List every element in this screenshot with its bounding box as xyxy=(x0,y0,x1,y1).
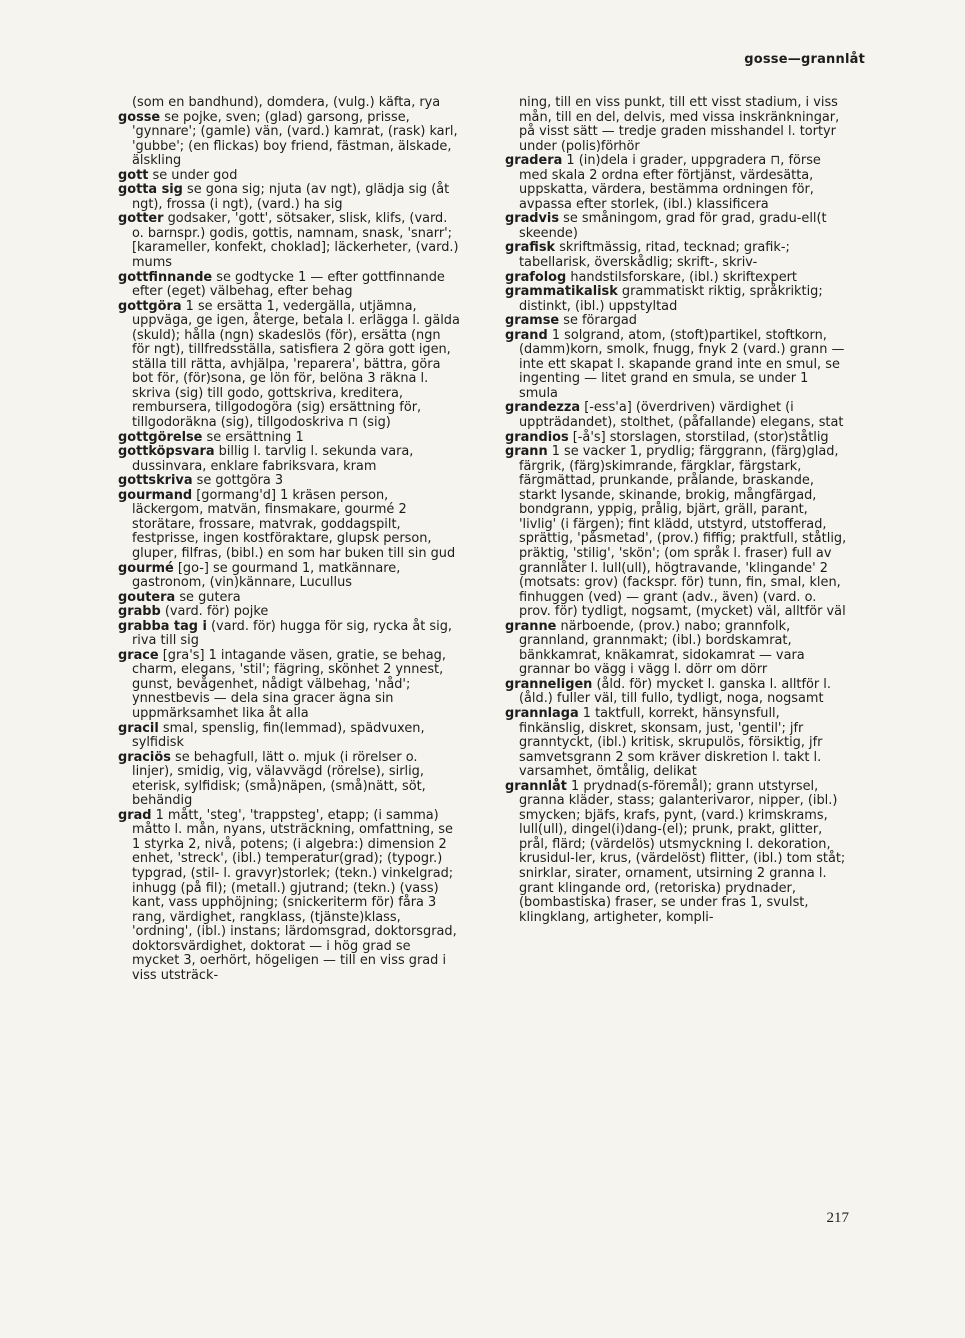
headword: granne xyxy=(505,618,557,634)
dictionary-entry xyxy=(118,474,460,489)
dictionary-entry xyxy=(505,314,847,329)
dictionary-entry xyxy=(505,678,847,707)
headword: grace xyxy=(118,647,159,663)
dictionary-entry xyxy=(118,300,460,431)
headword: goutera xyxy=(118,589,176,605)
headword: grann xyxy=(505,444,548,460)
dictionary-entry xyxy=(118,620,460,649)
dictionary-entry xyxy=(118,809,460,984)
dictionary-entry xyxy=(118,96,460,111)
headword: grannlaga xyxy=(505,705,579,721)
entry-text: handstilsforskare, (ibl.) skriftexpert xyxy=(570,269,797,285)
entry-text: se under god xyxy=(152,167,238,183)
headword: grannlåt xyxy=(505,778,567,794)
headword: gottskriva xyxy=(118,473,193,489)
entry-text: 1 se vacker 1, prydlig; färggrann, (färg)glad, färgrik, (färg)skimrande, färgklar, färgstark, färgmättad, prunkande, prålande, braskande, starkt lysande, skinande, brokig, mångfärgad, bondgrann, yppig, prålig, bjärt, gräll, parant, 'livlig' (i färgen); fint klädd, utstyrd, utstofferad, sprättig, 'påsmetad', (prov.) fiffig; praktfull, ståtlig, präktig, 'stilig', 'skön'; (om språk l. fraser) full av grannlåter l. lull(ull), högtravande, 'klingande' 2 (motsats: grov) (fackspr. för) tunn, fin, smal, klen, finhuggen (ved) — grant (adv., även) (vard. o. prov. för) tydligt, nogsamt, (mycket) väl, alltför väl xyxy=(519,444,847,620)
headword: gott xyxy=(118,167,149,183)
headword: grandios xyxy=(505,429,569,445)
dictionary-entry xyxy=(505,271,847,286)
entry-text: ning, till en viss punkt, till ett visst stadium, i viss mån, till en del, delvis, med vissa inskränkningar, på visst sätt — tredje graden misshandel l. tortyr under (polis)förhör xyxy=(519,95,840,154)
entry-text: [-å's] storslagen, storstilad, (stor)ståtlig xyxy=(572,429,829,445)
entry-text: smal, spenslig, fin(lemmad), spädvuxen, sylfidisk xyxy=(132,720,425,751)
page-number: 217 xyxy=(826,1210,849,1226)
entry-text: [gra's] 1 intagande väsen, gratie, se behag, charm, elegans, 'stil'; fägring, skönhet 2 ynnest, gunst, bevågenhet, nådigt välbehag, 'nåd'; ynnestbevis — dela sina gracer ägna sin uppmärksamhet lika åt alla xyxy=(132,647,446,721)
headword: graciös xyxy=(118,749,171,765)
dictionary-entry xyxy=(118,649,460,722)
headword: gotter xyxy=(118,211,164,227)
dictionary-entry xyxy=(118,271,460,300)
right-column xyxy=(505,96,847,925)
dictionary-entry xyxy=(118,212,460,270)
dictionary-entry xyxy=(118,562,460,591)
entry-text: (vard. för) pojke xyxy=(164,604,269,620)
dictionary-entry xyxy=(505,329,847,402)
entry-text: se gottgöra 3 xyxy=(196,473,284,489)
dictionary-entry xyxy=(118,591,460,606)
headword: grafisk xyxy=(505,240,556,256)
headword: grammatikalisk xyxy=(505,284,618,300)
headword: gotta sig xyxy=(118,182,183,198)
dictionary-entry xyxy=(118,605,460,620)
entry-text: se ersättning 1 xyxy=(206,429,304,445)
headword: grandezza xyxy=(505,400,581,416)
entry-text: (åld. för) mycket l. ganska l. alltför l. (åld.) fuller väl, till fullo, tydligt, noga, nogsamt xyxy=(519,676,831,707)
headword: gottfinnande xyxy=(118,269,213,285)
entry-text: närboende, (prov.) nabo; grannfolk, grannland, grannmakt; (ibl.) bordskamrat, bänkkamrat, knäkamrat, sidokamrat — vara grannar bo vägg i vägg l. dörr om dörr xyxy=(519,618,805,678)
dictionary-entry xyxy=(505,154,847,212)
headword: grad xyxy=(118,807,152,823)
dictionary-entry xyxy=(505,780,847,925)
entry-text: se förargad xyxy=(563,313,637,329)
entry-text: [-ess'a] (överdriven) värdighet (i uppträdandet), stolthet, (påfallande) elegans, stat xyxy=(519,400,844,431)
dictionary-entry xyxy=(505,431,847,446)
dictionary-entry xyxy=(118,183,460,212)
dictionary-entry xyxy=(118,169,460,184)
dictionary-entry xyxy=(118,445,460,474)
entry-text: se behagfull, lätt o. mjuk (i rörelser o. linjer), smidig, vig, välavvägd (rörelse), sirlig, eterisk, sylfidisk; (små)näpen, (små)nätt, söt, behändig xyxy=(132,749,426,809)
headword: gosse xyxy=(118,109,161,125)
entry-text: grammatiskt riktig, språkriktig; distinkt, (ibl.) uppstyltad xyxy=(519,284,823,314)
headword: grand xyxy=(505,327,548,343)
entry-text: se gutera xyxy=(179,589,241,605)
entry-text: godsaker, 'gott', sötsaker, slisk, klifs, (vard. o. barnspr.) godis, gottis, namnam, snask, 'snarr'; [karameller, konfekt, choklad]; läckerheter, (vard.) mums xyxy=(132,211,459,271)
dictionary-entry xyxy=(505,212,847,241)
dictionary-entry xyxy=(505,707,847,780)
headword: gourmé xyxy=(118,560,174,576)
entry-text: (vard. för) hugga för sig, rycka åt sig, riva till sig xyxy=(132,618,452,649)
dictionary-entry xyxy=(118,111,460,169)
headword: gottköpsvara xyxy=(118,444,215,460)
dictionary-entry xyxy=(505,620,847,678)
entry-text: billig l. tarvlig l. sekunda vara, dussinvara, enklare fabriksvara, kram xyxy=(132,444,414,474)
entry-text: se godtycke 1 — efter gottfinnande efter (eget) välbehag, efter behag xyxy=(132,269,445,300)
entry-text: se pojke, sven; (glad) garsong, prisse, 'gynnare'; (gamle) vän, (vard.) kamrat, (rask) karl, 'gubbe'; (en flickas) boy friend, fästman, älskade, älskling xyxy=(132,109,458,169)
entry-text: 1 se ersätta 1, vedergälla, utjämna, uppväga, ge igen, återge, betala l. erlägga l. gälda (skuld); hålla (ngn) skadeslös (för), ersätta (ngn för ngt), tillfredsställa, satisfiera 2 göra gott igen, ställa till rätta, avhjälpa, 'reparera', bättra, göra bot för, (för)sona, ge lön för, belöna 3 räkna l. skriva (sig) till godo, gottskriva, kreditera, rembursera, tillgodogöra (sig) ersättning för, tillgodoräkna (sig), tillgodoskriva ⊓ (sig) xyxy=(132,298,460,431)
dictionary-entry xyxy=(118,431,460,446)
entry-text: 1 solgrand, atom, (stoft)partikel, stoftkorn, (damm)korn, smolk, fnugg, fnyk 2 (vard.) grann — inte ett skapat l. skapande grand inte en smul, se ingenting — litet grand en smula, se under 1 smula xyxy=(519,327,845,401)
headword: gradvis xyxy=(505,211,560,227)
dictionary-entry xyxy=(505,285,847,314)
dictionary-entry xyxy=(505,241,847,270)
headword: grabba tag i xyxy=(118,618,207,634)
dictionary-entry xyxy=(118,489,460,562)
running-head: gosse—grannlåt xyxy=(744,52,865,67)
headword: gracil xyxy=(118,720,159,736)
headword: gramse xyxy=(505,313,560,329)
entry-text: 1 prydnad(s-föremål); grann utstyrsel, granna kläder, stass; galanterivaror, nipper, (ibl.) smycken; bjäfs, krafs, pynt, (vard.) krimskrams, lull(ull), dingel(i)dang-(el); prunk, prakt, glitter, prål, flärd; (värdelös) utsmyckning l. dekoration, krusidul-ler, krus, (värdelöst) flitter, (ibl.) tom ståt; snirklar, sirater, ornament, utsirning 2 granna l. grant klingande ord, (retoriska) prydnader, (bombastiska) fraser, se under fras 1, svulst, klingklang, artigheter, kompli- xyxy=(519,778,846,925)
entry-text: se gona sig; njuta (av ngt), glädja sig (åt ngt), frossa (i ngt), (vard.) ha sig xyxy=(132,182,450,212)
dictionary-entry xyxy=(505,445,847,620)
headword: gradera xyxy=(505,153,563,169)
entry-text: [go-] se gourmand 1, matkännare, gastronom, (vin)kännare, Lucullus xyxy=(132,560,401,591)
headword: grabb xyxy=(118,604,161,620)
entry-text: skriftmässig, ritad, tecknad; grafik-; tabellarisk, överskådlig; skrift-, skriv- xyxy=(519,240,790,271)
entry-text: 1 mått, 'steg', 'trappsteg', etapp; (i samma) måtto l. mån, nyans, utsträckning, omfattning, se 1 styrka 2, nivå, potens; (i algebra:) dimension 2 enhet, 'streck', (ibl.) temperatur(grad); (typogr.) typgrad, (stil- l. gravyr)storlek; (tekn.) vinkelgrad; inhugg (på fil); (metall.) gjutrand; (tekn.) (vass) kant, vass upphöjning; (snickeriterm för) fåra 3 rang, värdighet, rangklass, (tjänste)klass, 'ordning', (ibl.) instans; lärdomsgrad, doktorsgrad, doktorsvärdighet, doktorat — i hög grad se mycket 3, oerhört, högeligen — till en viss grad i viss utsträck- xyxy=(132,807,457,983)
entry-text: 1 (in)dela i grader, uppgradera ⊓, förse med skala 2 ordna efter förtjänst, värdesätta, uppskatta, värdera, bestämma ordningen för, avpassa efter storlek, (ibl.) klassificera xyxy=(519,153,821,212)
left-column xyxy=(118,96,460,983)
headword: grafolog xyxy=(505,269,567,285)
headword: gourmand xyxy=(118,487,193,503)
entry-text: se småningom, grad för grad, gradu-ell(t skeende) xyxy=(519,211,827,241)
dictionary-entry xyxy=(505,96,847,154)
headword: gottgörelse xyxy=(118,429,203,445)
dictionary-entry xyxy=(505,401,847,430)
dictionary-entry xyxy=(118,751,460,809)
entry-text: 1 taktfull, korrekt, hänsynsfull, finkänslig, diskret, skonsam, just, 'gentil'; jfr granntyckt, (ibl.) kritisk, skrupulös, försiktig, jfr samvetsgrann 2 som kräver diskretion l. takt l. varsamhet, ömtålig, delikat xyxy=(519,705,823,780)
entry-text: [gormang'd] 1 kräsen person, läckergom, matvän, finsmakare, gourmé 2 storätare, frossare, matvrak, goddagspilt, festprisse, ingen kostföraktare, glupsk person, gluper, filfras, (bibl.) en som har buken till sin gud xyxy=(132,487,456,561)
dictionary-entry xyxy=(118,722,460,751)
headword: granneligen xyxy=(505,676,593,692)
entry-text: (som en bandhund), domdera, (vulg.) käfta, rya xyxy=(132,95,441,110)
headword: gottgöra xyxy=(118,298,182,314)
